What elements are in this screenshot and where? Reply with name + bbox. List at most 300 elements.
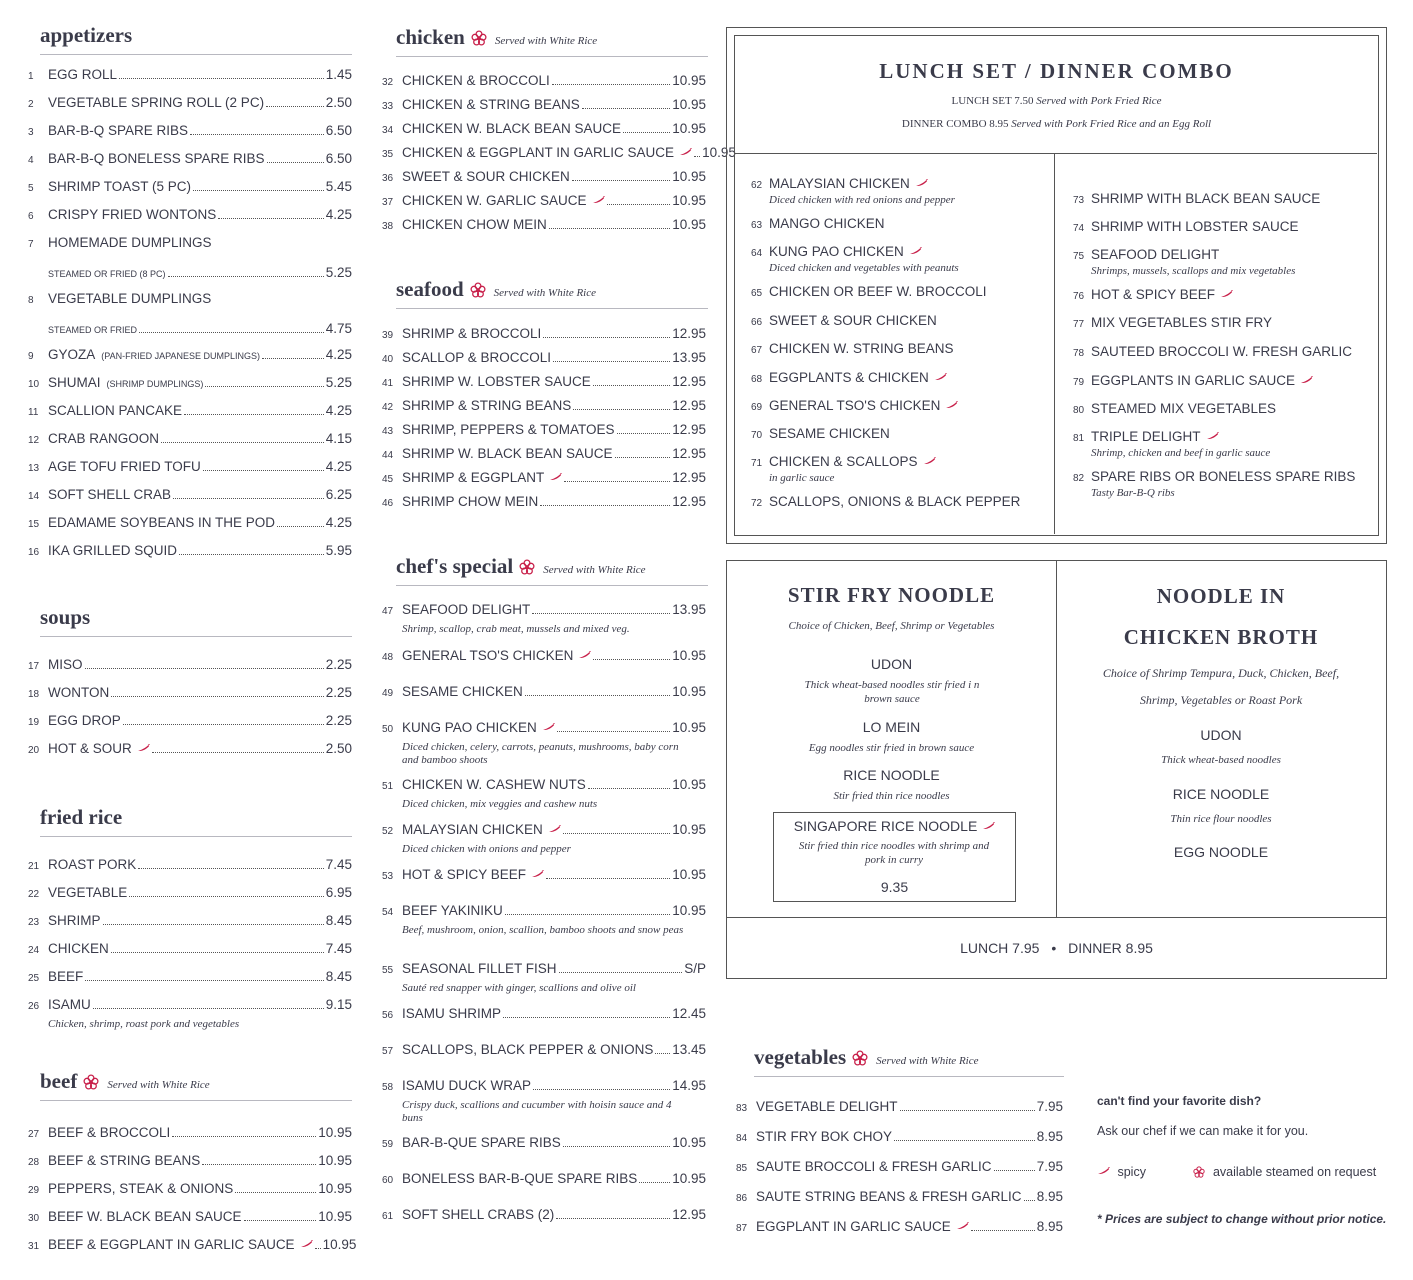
section-title-wrap: [396, 554, 646, 579]
combo-item-row: [751, 284, 987, 302]
menu-item: [28, 431, 352, 449]
item-number: 13: [28, 463, 40, 474]
item-price: 4.25: [325, 515, 352, 530]
menu-item: [736, 1189, 1063, 1207]
item-name: EGGPLANTS IN GARLIC SAUCE: [1091, 373, 1296, 388]
footer-notice: * Prices are subject to change without prior notice.: [1097, 1212, 1387, 1226]
item-description: Tasty Bar-B-Q ribs: [1091, 487, 1175, 499]
item-description: Beef, mushroom, onion, scallion, bamboo shoots and snow peas: [402, 924, 684, 936]
combo-item: [1073, 373, 1313, 391]
menu-item: [28, 1237, 357, 1255]
pepper-wrap: [1295, 373, 1313, 388]
menu-item: [382, 684, 706, 702]
item-description: Crispy duck, scallions and cucumber with hoisin sauce and 4 buns: [402, 1099, 672, 1124]
menu-item: [28, 1125, 352, 1143]
item-price: 9.15: [325, 997, 352, 1012]
menu-item: [382, 867, 706, 885]
section-subtitle: Served with White Rice: [876, 1055, 979, 1067]
item-number: 77: [1073, 319, 1085, 330]
dot-leader: [593, 385, 670, 386]
item-name: SAUTE STRING BEANS & FRESH GARLIC: [756, 1189, 1022, 1204]
menu-item: [382, 602, 706, 636]
item-number: 51: [382, 781, 394, 792]
item-name: CHICKEN & STRING BEANS: [402, 97, 580, 112]
combo-item-row: [1073, 287, 1233, 305]
item-number: 43: [382, 426, 394, 437]
combo-item: [751, 216, 885, 234]
flower-icon: [470, 282, 486, 298]
item-number: 12: [28, 435, 40, 446]
legend-steamed: available steamed on request: [1212, 1165, 1377, 1179]
item-row: [382, 777, 706, 795]
item-number: 23: [28, 917, 40, 928]
item-price: 5.25: [325, 265, 352, 280]
noodle-bottom-divider: [727, 917, 1386, 918]
menu-item: [28, 969, 352, 987]
dot-leader: [533, 1089, 670, 1090]
broth-choice-1: Choice of Shrimp Tempura, Duck, Chicken, Beef,: [1102, 666, 1340, 680]
combo-item-row: [751, 370, 947, 388]
dot-leader: [184, 414, 324, 415]
menu-item: [28, 459, 352, 477]
menu-item: [382, 121, 706, 139]
combo-item-row: [1073, 315, 1272, 333]
noodle-price-separator: •: [1051, 940, 1057, 956]
dot-leader: [617, 433, 671, 434]
stir-fry-rice-noodle-desc: Stir fried thin rice noodles: [833, 790, 950, 802]
stir-fry-rice-noodle: RICE NOODLE: [843, 767, 940, 783]
stir-fry-title: STIR FRY NOODLE: [787, 583, 996, 607]
item-name: SHRIMP W. LOBSTER SAUCE: [402, 374, 591, 389]
item-description: in garlic sauce: [769, 472, 835, 484]
combo-item-row: [751, 244, 959, 262]
item-row: [28, 1125, 352, 1143]
item-number: 31: [28, 1241, 40, 1252]
combo-item-row: [751, 494, 1020, 512]
dot-leader: [607, 204, 671, 205]
item-name: SHRIMP W. BLACK BEAN SAUCE: [402, 446, 613, 461]
item-row: [382, 350, 706, 368]
pepper-icon: [549, 473, 562, 481]
pepper-wrap: [543, 822, 561, 838]
item-price: 10.95: [672, 648, 706, 663]
pepper-icon: [531, 870, 544, 878]
item-price: 10.95: [672, 73, 706, 88]
item-price: 5.45: [325, 179, 352, 194]
item-description: Shrimps, mussels, scallops and mix vegetables: [1091, 265, 1296, 277]
dot-leader: [190, 134, 324, 135]
menu-item: [28, 543, 352, 561]
pepper-wrap: [544, 470, 562, 486]
item-number: 74: [1073, 223, 1085, 234]
menu-item: [382, 193, 706, 211]
item-name: SESAME CHICKEN: [402, 684, 523, 699]
item-name: GENERAL TSO'S CHICKEN: [402, 648, 574, 663]
item-price: 4.15: [325, 431, 352, 446]
item-name: SWEET & SOUR CHICKEN: [769, 313, 937, 328]
item-price: 10.95: [672, 193, 706, 208]
dot-leader: [193, 190, 324, 191]
item-row: [382, 121, 706, 139]
menu-item: [28, 913, 352, 931]
item-number: 67: [751, 345, 763, 356]
item-row: [382, 73, 706, 91]
menu-item: [28, 207, 352, 225]
section-title: chicken: [396, 25, 465, 49]
item-name: SESAME CHICKEN: [769, 426, 890, 441]
beef-header: [40, 1060, 352, 1101]
menu-item: [28, 487, 352, 505]
item-row: [28, 913, 352, 931]
menu-item: [28, 515, 352, 533]
item-price: 12.95: [672, 422, 706, 437]
item-number: 70: [751, 430, 763, 441]
item-number: 72: [751, 498, 763, 509]
item-price: 10.95: [318, 1181, 352, 1196]
menu-item: [28, 347, 352, 365]
combo-item: [1073, 191, 1320, 209]
combo-item: [1073, 219, 1299, 237]
item-row: [382, 1207, 706, 1225]
item-name: CHICKEN W. GARLIC SAUCE: [402, 193, 587, 208]
noodle-box: [726, 560, 1387, 979]
menu-item: [382, 1207, 706, 1225]
flower-icon: [852, 1050, 868, 1066]
item-number: 76: [1073, 291, 1085, 302]
broth-rice-noodle: RICE NOODLE: [1172, 786, 1270, 802]
pepper-icon: [1206, 432, 1219, 440]
menu-item: [382, 1171, 706, 1189]
item-name: CHICKEN W. BLACK BEAN SAUCE: [402, 121, 622, 136]
pepper-wrap: [910, 176, 928, 191]
combo-item-row: [1073, 247, 1295, 265]
item-price: 10.95: [672, 97, 706, 112]
item-name: SEAFOOD DELIGHT: [1091, 247, 1220, 262]
pepper-icon: [548, 825, 561, 833]
item-name: CHICKEN OR BEEF W. BROCCOLI: [769, 284, 987, 299]
item-row: [736, 1129, 1063, 1147]
item-price: 5.95: [325, 543, 352, 558]
menu-item: [28, 1153, 352, 1171]
stir-fry-choice: Choice of Chicken, Beef, Shrimp or Vegetables: [788, 620, 995, 632]
item-number: 45: [382, 474, 394, 485]
item-name: BAR-B-QUE SPARE RIBS: [402, 1135, 561, 1150]
item-row: [28, 885, 352, 903]
item-number: 65: [751, 288, 763, 299]
section-title: fried rice: [40, 805, 123, 829]
item-description: Chicken, shrimp, roast pork and vegetables: [48, 1018, 240, 1030]
dot-leader: [639, 1182, 670, 1183]
dot-leader: [179, 554, 324, 555]
menu-item: [382, 1135, 706, 1153]
item-row: [28, 741, 352, 759]
item-number: 59: [382, 1139, 394, 1150]
dot-leader: [582, 108, 670, 109]
menu-item: [28, 95, 352, 113]
item-name: KUNG PAO CHICKEN: [769, 244, 904, 259]
item-row: [382, 867, 706, 885]
combo-item: [751, 244, 959, 275]
item-price: 7.95: [1036, 1099, 1063, 1114]
pepper-icon: [934, 373, 947, 381]
item-note: STEAMED OR FRIED (8 PC): [48, 269, 166, 279]
item-price: 12.95: [672, 494, 706, 509]
item-number: 79: [1073, 377, 1085, 388]
item-price: 10.95: [672, 903, 706, 918]
menu-item: [382, 470, 706, 488]
pepper-wrap: [526, 867, 544, 883]
menu-item: [28, 123, 352, 141]
item-name: BAR-B-Q SPARE RIBS: [48, 123, 189, 138]
item-description: Diced chicken and vegetables with peanuts: [769, 262, 959, 274]
dot-leader: [235, 1192, 316, 1193]
item-inline-note: (SHRIMP DUMPLINGS): [106, 379, 204, 389]
pepper-wrap: [929, 370, 947, 385]
item-description: Sauté red snapper with ginger, scallions and olive oil: [402, 982, 636, 994]
section-subtitle: Served with White Rice: [493, 287, 596, 299]
item-row: [382, 398, 706, 416]
item-number: 82: [1073, 473, 1085, 484]
noodle-lunch-price: LUNCH 7.95: [960, 940, 1040, 956]
item-number: 32: [382, 77, 394, 88]
item-number: 30: [28, 1213, 40, 1224]
item-number: 86: [736, 1193, 748, 1204]
item-row: [382, 1006, 706, 1024]
item-name: AGE TOFU FRIED TOFU: [48, 459, 201, 474]
combo-item-row: [751, 176, 955, 194]
item-number: 28: [28, 1157, 40, 1168]
footer-ask: Ask our chef if we can make it for you.: [1097, 1124, 1309, 1138]
item-row: [28, 941, 352, 959]
item-number: 27: [28, 1129, 40, 1140]
item-row: [382, 422, 706, 440]
combo-item: [751, 426, 890, 444]
menu-item: [382, 777, 706, 811]
item-inline-note: (PAN-FRIED JAPANESE DUMPLINGS): [101, 351, 260, 361]
item-price: 6.95: [325, 885, 352, 900]
dot-leader: [572, 180, 670, 181]
dot-leader: [119, 78, 324, 79]
combo-item: [1073, 247, 1295, 278]
item-name: BONELESS BAR-B-QUE SPARE RIBS: [402, 1171, 638, 1186]
item-price: 10.95: [672, 867, 706, 882]
dot-leader: [218, 218, 323, 219]
item-number: 36: [382, 173, 394, 184]
item-row: [28, 123, 352, 141]
item-number: 41: [382, 378, 394, 389]
item-price: 4.25: [325, 347, 352, 362]
combo-item: [751, 454, 936, 485]
item-number: 16: [28, 547, 40, 558]
section-title: chef's special: [396, 554, 514, 578]
dot-leader: [615, 457, 671, 458]
noodle-dinner-price: DINNER 8.95: [1068, 940, 1153, 956]
item-row: [382, 961, 706, 979]
item-number: 6: [28, 211, 34, 222]
item-price: 10.95: [672, 217, 706, 232]
fried-rice-header: [40, 796, 352, 837]
item-row: [28, 67, 352, 85]
item-row: [28, 685, 352, 703]
broth-udon: UDON: [1200, 727, 1242, 743]
item-name: SPARE RIBS OR BONELESS SPARE RIBS: [1091, 469, 1356, 484]
item-name: IKA GRILLED SQUID: [48, 543, 178, 558]
item-name: EGGPLANTS & CHICKEN: [769, 370, 929, 385]
dot-leader: [525, 695, 670, 696]
item-row: [382, 602, 706, 620]
lunch-note: Served with Pork Fried Rice: [1036, 95, 1162, 107]
item-row: [28, 403, 352, 421]
item-row: [736, 1159, 1063, 1177]
combo-divider: [734, 153, 1377, 154]
item-name: EGGPLANT IN GARLIC SAUCE: [756, 1219, 951, 1234]
item-name: CHICKEN W. CASHEW NUTS: [402, 777, 586, 792]
menu-item: [382, 822, 706, 856]
item-row: [28, 1237, 357, 1255]
item-number: 49: [382, 688, 394, 699]
item-name: SEAFOOD DELIGHT: [402, 602, 531, 617]
pepper-icon: [592, 196, 605, 204]
item-number: 81: [1073, 433, 1085, 444]
item-row: [28, 207, 352, 225]
menu-item: [382, 422, 706, 440]
item-number: 84: [736, 1133, 748, 1144]
dot-leader: [593, 659, 670, 660]
item-name: CHICKEN W. STRING BEANS: [769, 341, 954, 356]
item-name: BEEF & BROCCOLI: [48, 1125, 171, 1140]
item-name: KUNG PAO CHICKEN: [402, 720, 537, 735]
item-number: 85: [736, 1163, 748, 1174]
dot-leader: [894, 1140, 1035, 1141]
menu-item: [28, 657, 352, 675]
item-row: [28, 375, 352, 393]
dot-leader: [93, 1008, 324, 1009]
pepper-icon: [542, 723, 555, 731]
item-price: 7.45: [325, 941, 352, 956]
combo-item-row: [751, 313, 937, 331]
item-name: SCALLION PANCAKE: [48, 403, 183, 418]
dot-leader: [85, 980, 323, 981]
item-row: [28, 657, 352, 675]
dot-leader: [172, 1136, 316, 1137]
item-number: 19: [28, 717, 40, 728]
item-row: [28, 459, 352, 477]
item-price: 10.95: [672, 169, 706, 184]
dot-leader: [694, 156, 700, 157]
item-name: VEGETABLE DUMPLINGS: [48, 291, 212, 306]
dot-leader: [203, 470, 324, 471]
item-number: 4: [28, 155, 34, 166]
item-name: ISAMU DUCK WRAP: [402, 1078, 532, 1093]
menu-item: [382, 97, 706, 115]
item-name: BEEF: [48, 969, 84, 984]
menu-item: [382, 446, 706, 464]
item-number: 7: [28, 239, 34, 250]
item-name: SEASONAL FILLET FISH: [402, 961, 557, 976]
item-row: [28, 543, 352, 561]
menu-item: [382, 1006, 706, 1024]
item-row: [28, 1181, 352, 1199]
singapore-price: 9.35: [880, 879, 909, 895]
item-name: BEEF & EGGPLANT IN GARLIC SAUCE: [48, 1237, 295, 1252]
dot-leader: [505, 914, 670, 915]
menu-item: [382, 720, 706, 767]
footer-question: can't find your favorite dish?: [1097, 1094, 1262, 1108]
combo-item-row: [1073, 191, 1320, 209]
pepper-wrap: [1201, 429, 1219, 444]
item-number: 39: [382, 330, 394, 341]
dot-leader: [262, 358, 324, 359]
item-price: S/P: [684, 961, 706, 976]
item-number: 48: [382, 652, 394, 663]
item-row: [28, 431, 352, 449]
item-row: [28, 713, 352, 731]
item-number: 53: [382, 871, 394, 882]
item-price: 6.50: [325, 123, 352, 138]
menu-item: [28, 179, 352, 197]
item-number: 26: [28, 1001, 40, 1012]
item-price-row: [28, 321, 352, 338]
item-price: 4.25: [325, 207, 352, 222]
section-subtitle: Served with White Rice: [107, 1079, 210, 1091]
combo-box: [726, 27, 1387, 544]
item-price: 6.25: [325, 487, 352, 502]
pepper-icon: [923, 457, 936, 465]
item-price: 10.95: [318, 1209, 352, 1224]
flower-icon: [471, 30, 487, 46]
section-subtitle: Served with White Rice: [543, 564, 646, 576]
item-description: Shrimp, scallop, crab meat, mussels and mixed veg.: [402, 623, 630, 635]
pepper-wrap: [1215, 287, 1233, 302]
appetizers-header: [40, 14, 352, 55]
item-row: [382, 1078, 706, 1096]
item-name: MALAYSIAN CHICKEN: [769, 176, 910, 191]
singapore-box: [773, 812, 1016, 902]
item-name: SHRIMP & STRING BEANS: [402, 398, 572, 413]
item-row: [28, 1153, 352, 1171]
pepper-wrap: [918, 454, 936, 469]
item-number: 24: [28, 945, 40, 956]
item-name: SHRIMP: [48, 913, 101, 928]
item-number: 50: [382, 724, 394, 735]
item-row: [28, 95, 352, 113]
item-price: 13.45: [672, 1042, 706, 1057]
vegetables-header: [754, 1036, 1064, 1077]
item-number: 61: [382, 1211, 394, 1222]
menu-item: [28, 941, 352, 959]
item-name: EDAMAME SOYBEANS IN THE POD: [48, 515, 276, 530]
item-price: 2.50: [325, 95, 352, 110]
item-price: 12.95: [672, 470, 706, 485]
item-number: 63: [751, 220, 763, 231]
item-number: 14: [28, 491, 40, 502]
item-row: [28, 151, 352, 169]
menu-item: [382, 398, 706, 416]
item-name: GYOZA: [48, 347, 96, 362]
item-number: 71: [751, 458, 763, 469]
item-price: 2.25: [325, 657, 352, 672]
footer-legend: [1097, 1165, 1376, 1179]
section-title: soups: [40, 605, 91, 629]
pepper-icon: [679, 148, 692, 156]
combo-item: [1073, 401, 1276, 419]
item-name: SOFT SHELL CRABS (2): [402, 1207, 555, 1222]
pepper-icon: [137, 744, 150, 752]
item-number: 68: [751, 374, 763, 385]
menu-item: [28, 997, 352, 1031]
item-number: 8: [28, 295, 34, 306]
dot-leader: [111, 952, 324, 953]
